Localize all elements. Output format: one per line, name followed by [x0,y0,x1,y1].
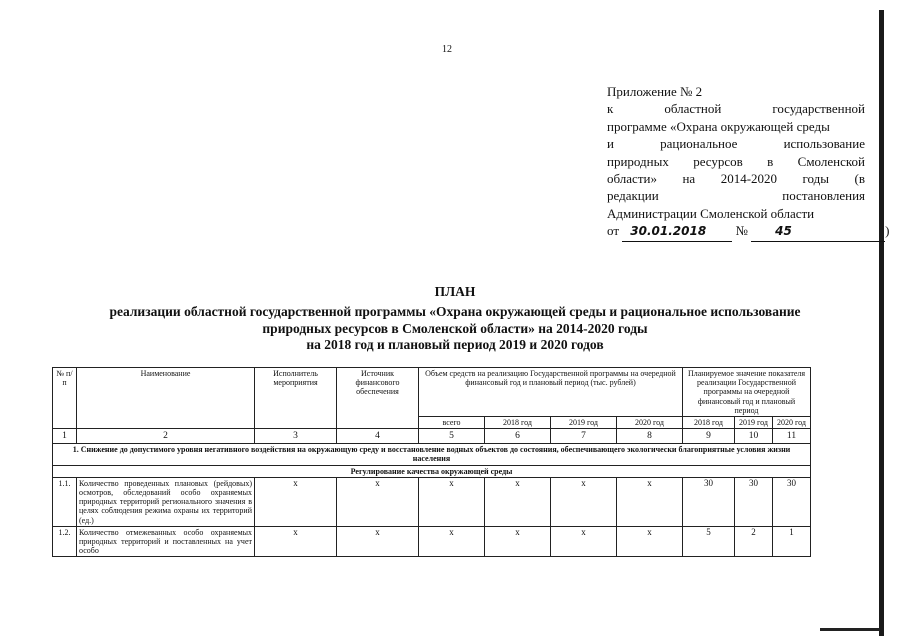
row-ind-2018: 30 [683,477,735,526]
subsection-title: Регулирование качества окружающей среды [53,465,811,477]
row-name: Количество проведенных плановых (рейдовых) осмотров, обследований особо охраняемых природных территорий регионального значения в целях соблюдения режима охраны их территорий (ед.) [77,477,255,526]
appendix-line: программе «Охрана окружающей среды [607,118,830,134]
row-executor: х [255,477,337,526]
row-ind-2020: 30 [773,477,811,526]
row-2018: х [485,477,551,526]
row-2020: х [617,526,683,557]
header-row [53,368,811,417]
column-number: 1 [53,429,77,444]
plan-subtitle-line2: природных ресурсов в Смоленской области» на 2014-2020 годы [262,320,648,336]
column-number: 4 [337,429,419,444]
column-number: 9 [683,429,735,444]
header-ind-2020: 2020 год [773,417,811,429]
column-number: 10 [735,429,773,444]
scan-edge-bar [879,10,884,636]
appendix-line: Приложение № 2 [607,84,703,99]
plan-heading: ПЛАН [434,284,476,299]
row-2019: х [551,477,617,526]
row-total: х [419,526,485,557]
header-executor: Исполнитель мероприятия [255,368,337,429]
appendix-line: области» на 2014-2020 годы (в [607,171,865,187]
plan-subtitle-line1: реализации областной государственной программы «Охрана окружающей среды и рациональное использование [109,304,801,319]
column-number-row [53,429,811,444]
plan-subtitle-line3: на 2018 год и плановый период 2019 и 2020 годов [306,337,604,352]
date-prefix: от [607,223,620,239]
header-indicator: Планируемое значение показателя реализации Государственной программы на очередной финансовый год и плановый период [683,368,811,417]
appendix-line: Администрации Смоленской области [607,205,815,221]
row-executor: х [255,526,337,557]
row-ind-2018: 5 [683,526,735,557]
row-ind-2019: 2 [735,526,773,557]
row-name: Количество отмежеванных особо охраняемых природных территорий и поставленных на учет особо [77,526,255,557]
handwritten-number: 45 [751,223,885,241]
row-2018: х [485,526,551,557]
close-paren: ) [885,223,890,239]
row-source: х [337,477,419,526]
row-num: 1.1. [53,477,77,526]
row-num: 1.2. [53,526,77,557]
header-ind-2019: 2019 год [735,417,773,429]
appendix-line: природных ресурсов в Смоленской [607,153,865,169]
column-number: 7 [551,429,617,444]
header-funding: Объем средств на реализацию Государственной программы на очередной финансовый год и плановый период (тыс. рублей) [419,368,683,417]
column-number: 6 [485,429,551,444]
column-number: 11 [773,429,811,444]
handwritten-date: 30.01.2018 [622,223,732,241]
plan-subtitle [40,304,870,354]
column-number: 3 [255,429,337,444]
header-num: № п/п [53,368,77,429]
row-source: х [337,526,419,557]
header-2020: 2020 год [617,417,683,429]
appendix-line: и рациональное использование [607,136,865,152]
plan-table [52,367,811,557]
scan-edge-corner [820,628,880,631]
header-total: всего [419,417,485,429]
row-2019: х [551,526,617,557]
table-row [53,526,811,557]
appendix-line: редакции постановления [607,188,865,204]
column-number: 8 [617,429,683,444]
row-total: х [419,477,485,526]
header-name: Наименование [77,368,255,429]
header-source: Источник финансового обеспечения [337,368,419,429]
header-2018: 2018 год [485,417,551,429]
section-title: 1. Снижение до допустимого уровня негативного воздействия на окружающую среду и восстановление водных объектов до состояния, обеспечивающего экологически благоприятные условия жизни населения [53,444,811,465]
header-ind-2018: 2018 год [683,417,735,429]
appendix-date-line [607,222,890,241]
row-2020: х [617,477,683,526]
header-2019: 2019 год [551,417,617,429]
table-row [53,477,811,526]
section-row [53,444,811,465]
column-number: 5 [419,429,485,444]
row-ind-2019: 30 [735,477,773,526]
appendix-line: к областной государственной [607,101,865,117]
number-label: № [735,223,748,239]
row-ind-2020: 1 [773,526,811,557]
column-number: 2 [77,429,255,444]
page-number: 12 [442,44,452,55]
subsection-row [53,465,811,477]
appendix-block [607,83,890,242]
